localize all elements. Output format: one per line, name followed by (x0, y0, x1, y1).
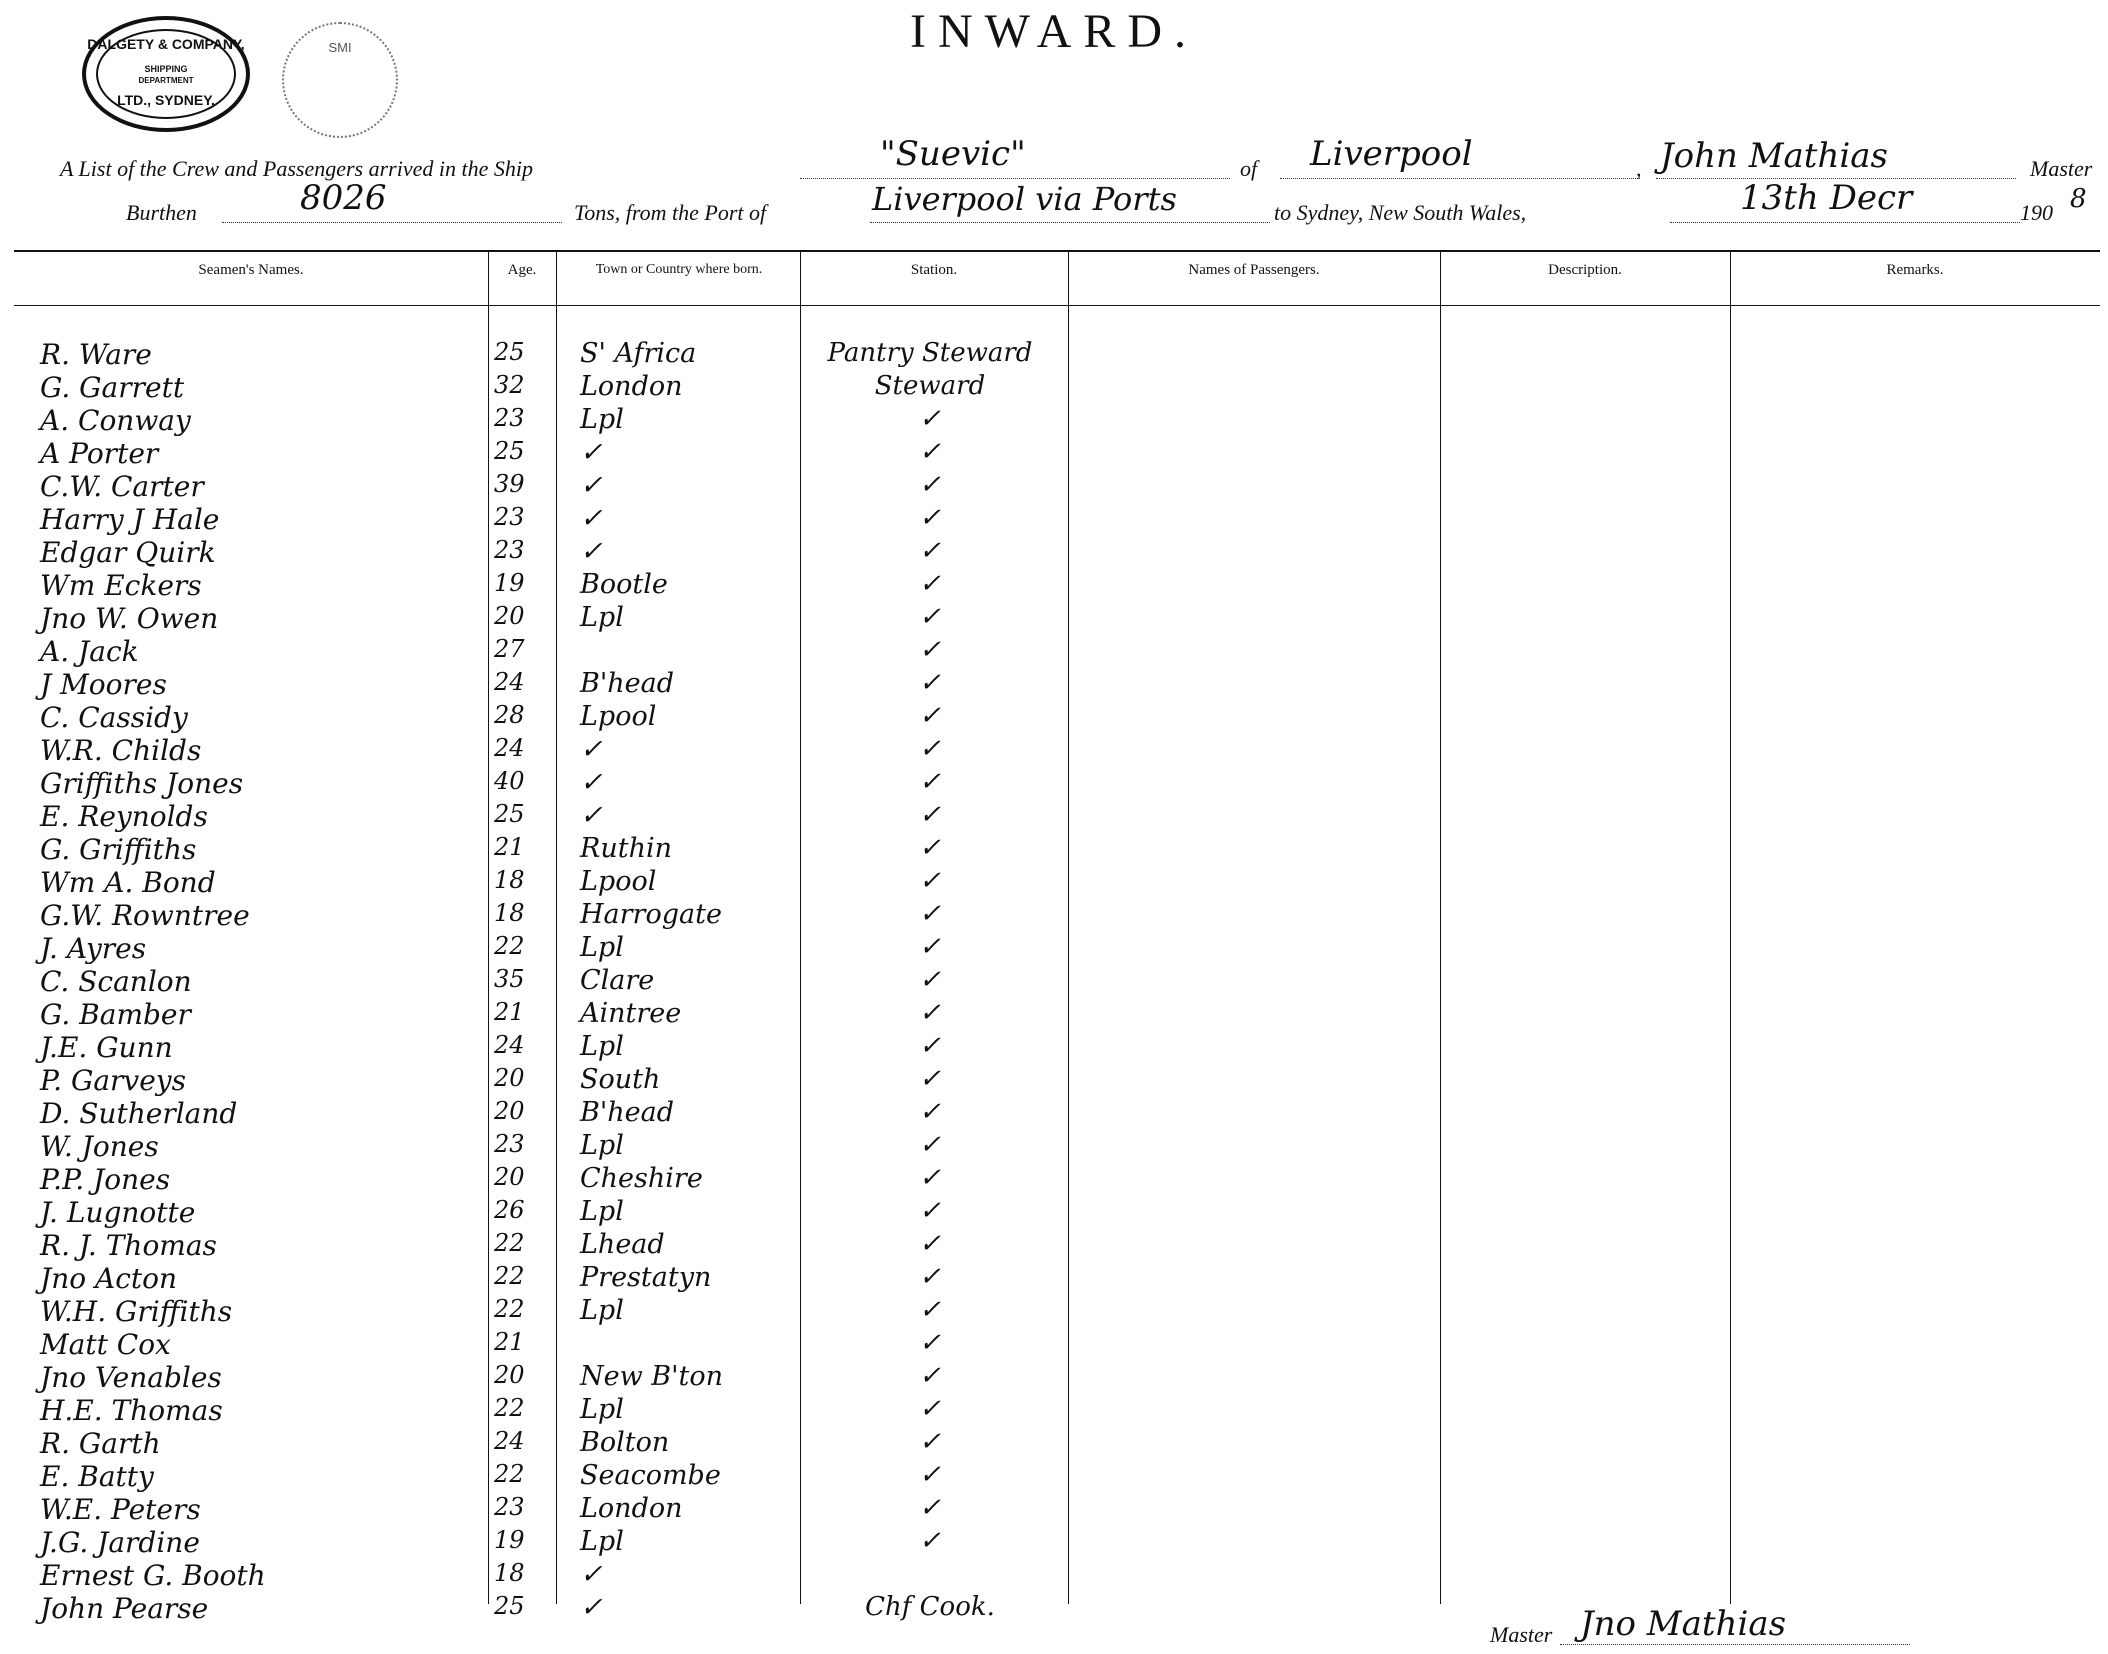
crew-name: Wm Eckers (40, 569, 202, 602)
crew-birthplace: South (580, 1064, 661, 1095)
crew-birthplace: Clare (580, 965, 655, 996)
crew-station: ✓ (919, 1361, 941, 1391)
crew-station: ✓ (919, 1031, 941, 1061)
crew-name: G. Bamber (40, 998, 191, 1031)
crew-name: Matt Cox (40, 1328, 171, 1361)
crew-row (0, 371, 2108, 404)
crew-station: ✓ (919, 800, 941, 830)
crew-station: ✓ (919, 701, 941, 731)
crew-station: ✓ (919, 602, 941, 632)
col-station: Station. (910, 262, 958, 278)
crew-age: 22 (494, 1262, 525, 1290)
crew-birthplace: ✓ (580, 503, 603, 534)
crew-birthplace: ✓ (580, 767, 603, 798)
crew-name: A. Conway (40, 404, 191, 437)
crew-station: Steward (874, 371, 986, 401)
year-prefix: 190 (2020, 200, 2053, 225)
crew-age: 19 (494, 1526, 525, 1554)
crew-age: 35 (494, 965, 525, 993)
burthen-value: 8026 (300, 178, 387, 218)
crew-row (0, 899, 2108, 932)
crew-name: E. Reynolds (40, 800, 208, 833)
stamp-line1: SHIPPING (144, 64, 188, 74)
crew-birthplace: Lpl (580, 1394, 624, 1425)
crew-birthplace: London (580, 1493, 683, 1524)
faded-seal-stamp: SMI (282, 22, 398, 138)
crew-birthplace: ✓ (580, 1559, 603, 1590)
crew-row (0, 602, 2108, 635)
crew-station: ✓ (919, 1295, 941, 1325)
crew-birthplace: ✓ (580, 536, 603, 567)
crew-name: J. Lugnotte (40, 1196, 196, 1229)
crew-birthplace: Seacombe (580, 1460, 721, 1491)
crew-birthplace: Lpl (580, 932, 624, 963)
arrival-date: 13th Decr (1740, 178, 1913, 218)
footer-master-label: Master (1490, 1622, 1553, 1647)
crew-name: W.R. Childs (40, 734, 202, 767)
ship-underline (800, 178, 1230, 179)
crew-station: ✓ (919, 1526, 941, 1556)
crew-name: P.P. Jones (40, 1163, 171, 1196)
crew-station: ✓ (919, 1163, 941, 1193)
crew-row (0, 932, 2108, 965)
crew-station: ✓ (919, 1394, 941, 1424)
crew-birthplace: B'head (580, 668, 675, 699)
crew-age: 20 (494, 1163, 525, 1191)
crew-station: ✓ (919, 503, 941, 533)
crew-row (0, 437, 2108, 470)
crew-name: E. Batty (40, 1460, 154, 1493)
crew-station: ✓ (919, 965, 941, 995)
stamp-company: DALGETY & COMPANY, (87, 36, 245, 52)
crew-name: G.W. Rowntree (40, 899, 250, 932)
from-port: Liverpool via Ports (872, 180, 1177, 218)
crew-name: J. Ayres (40, 932, 147, 965)
crew-row (0, 1559, 2108, 1592)
page-title: INWARD. (910, 5, 1198, 58)
crew-name: Jno Venables (40, 1361, 222, 1394)
crew-station: ✓ (919, 1196, 941, 1226)
crew-row (0, 1361, 2108, 1394)
crew-birthplace: Aintree (580, 998, 682, 1029)
crew-birthplace: Lpl (580, 602, 624, 633)
crew-row (0, 965, 2108, 998)
crew-birthplace: New B'ton (580, 1361, 724, 1392)
crew-age: 21 (494, 998, 525, 1026)
tons-from-label: Tons, from the Port of (574, 200, 767, 225)
crew-name: Jno W. Owen (40, 602, 219, 635)
crew-name: R. Ware (40, 338, 152, 371)
crew-age: 26 (494, 1196, 525, 1224)
crew-station: ✓ (919, 1097, 941, 1127)
crew-name: R. Garth (40, 1427, 161, 1460)
crew-age: 24 (494, 1427, 525, 1455)
crew-row (0, 635, 2108, 668)
to-sydney-label: to Sydney, New South Wales, (1274, 200, 1527, 225)
col-town: Town or Country where born. (595, 262, 763, 277)
burthen-underline (222, 222, 562, 223)
crew-birthplace: ✓ (580, 470, 603, 501)
crew-name: R. J. Thomas (40, 1229, 217, 1262)
col-remarks: Remarks. (1886, 262, 1944, 278)
ship-name: "Suevic" (880, 134, 1026, 174)
crew-age: 22 (494, 1460, 525, 1488)
crew-row (0, 1031, 2108, 1064)
crew-name: A Porter (40, 437, 159, 470)
crew-station: ✓ (919, 1229, 941, 1259)
crew-station: ✓ (919, 1064, 941, 1094)
col-passengers: Names of Passengers. (1188, 262, 1320, 278)
crew-row (0, 1229, 2108, 1262)
crew-age: 23 (494, 536, 525, 564)
crew-name: Wm A. Bond (40, 866, 216, 899)
crew-birthplace: Lpl (580, 1526, 624, 1557)
header-list-label: A List of the Crew and Passengers arrived in the Ship (60, 156, 533, 181)
master-name-header: John Mathias (1660, 136, 1888, 176)
crew-row (0, 569, 2108, 602)
crew-station: ✓ (919, 932, 941, 962)
crew-station: ✓ (919, 1460, 941, 1490)
crew-station: ✓ (919, 899, 941, 929)
crew-age: 25 (494, 800, 525, 828)
crew-age: 20 (494, 1361, 525, 1389)
crew-station: Chf Cook. (865, 1592, 995, 1622)
crew-name: J.G. Jardine (40, 1526, 200, 1559)
crew-row (0, 800, 2108, 833)
crew-row (0, 536, 2108, 569)
crew-age: 40 (494, 767, 525, 795)
crew-age: 20 (494, 1064, 525, 1092)
crew-name: C. Cassidy (40, 701, 188, 734)
crew-birthplace: Lpl (580, 1130, 624, 1161)
stamp-bottom: LTD., SYDNEY. (117, 92, 215, 108)
crew-age: 22 (494, 1229, 525, 1257)
crew-row (0, 1064, 2108, 1097)
crew-station: ✓ (919, 635, 941, 665)
crew-age: 19 (494, 569, 525, 597)
crew-row (0, 833, 2108, 866)
crew-birthplace: ✓ (580, 1592, 603, 1623)
crew-row (0, 866, 2108, 899)
crew-birthplace: Harrogate (580, 899, 722, 930)
crew-station: ✓ (919, 536, 941, 566)
crew-birthplace: S' Africa (580, 338, 697, 369)
date-underline (1670, 222, 2020, 223)
port-underline (1280, 178, 1640, 179)
crew-row (0, 1295, 2108, 1328)
crew-station: ✓ (919, 833, 941, 863)
crew-age: 22 (494, 1295, 525, 1323)
table-top-rule (14, 250, 2100, 252)
stamp-line2: DEPARTMENT (138, 76, 194, 85)
crew-birthplace: Lpl (580, 404, 624, 435)
crew-row (0, 1163, 2108, 1196)
crew-age: 22 (494, 932, 525, 960)
crew-birthplace: ✓ (580, 437, 603, 468)
crew-age: 18 (494, 899, 525, 927)
crew-station: ✓ (919, 1427, 941, 1457)
crew-row (0, 1493, 2108, 1526)
crew-name: W. Jones (40, 1130, 159, 1163)
crew-station: ✓ (919, 767, 941, 797)
crew-row (0, 1130, 2108, 1163)
burthen-label: Burthen (126, 200, 197, 225)
crew-station: ✓ (919, 1130, 941, 1160)
crew-name: Harry J Hale (40, 503, 220, 536)
crew-name: W.H. Griffiths (40, 1295, 233, 1328)
crew-name: Griffiths Jones (40, 767, 244, 800)
footer-signature-line (1560, 1644, 1910, 1645)
crew-row (0, 767, 2108, 800)
crew-station: ✓ (919, 470, 941, 500)
crew-age: 23 (494, 404, 525, 432)
crew-birthplace: Lpool (580, 866, 657, 897)
crew-row (0, 1262, 2108, 1295)
crew-row (0, 998, 2108, 1031)
crew-name: J Moores (40, 668, 167, 701)
crew-name: Jno Acton (40, 1262, 178, 1295)
crew-row (0, 1592, 2108, 1625)
crew-age: 28 (494, 701, 525, 729)
crew-row (0, 701, 2108, 734)
crew-age: 23 (494, 1493, 525, 1521)
crew-age: 25 (494, 338, 525, 366)
crew-row (0, 404, 2108, 437)
table-header-rule (14, 305, 2100, 306)
crew-birthplace: Lpool (580, 701, 657, 732)
crew-birthplace: Bolton (580, 1427, 670, 1458)
crew-birthplace: Lpl (580, 1031, 624, 1062)
crew-age: 39 (494, 470, 525, 498)
crew-birthplace: Ruthin (580, 833, 672, 864)
crew-birthplace: Lpl (580, 1295, 624, 1326)
crew-row (0, 1097, 2108, 1130)
crew-name: C.W. Carter (40, 470, 204, 503)
crew-row (0, 338, 2108, 371)
crew-row (0, 668, 2108, 701)
crew-row (0, 1460, 2108, 1493)
crew-age: 27 (494, 635, 525, 663)
crew-age: 22 (494, 1394, 525, 1422)
crew-birthplace: B'head (580, 1097, 675, 1128)
crew-age: 20 (494, 1097, 525, 1125)
crew-name: H.E. Thomas (40, 1394, 223, 1427)
crew-birthplace: Lhead (580, 1229, 665, 1260)
crew-row (0, 1196, 2108, 1229)
crew-age: 21 (494, 833, 525, 861)
crew-age: 25 (494, 437, 525, 465)
crew-station: ✓ (919, 1493, 941, 1523)
crew-name: P. Garveys (40, 1064, 186, 1097)
crew-station: ✓ (919, 1262, 941, 1292)
crew-age: 18 (494, 1559, 525, 1587)
crew-age: 24 (494, 734, 525, 762)
crew-station: ✓ (919, 668, 941, 698)
crew-age: 20 (494, 602, 525, 630)
crew-birthplace: Lpl (580, 1196, 624, 1227)
crew-birthplace: ✓ (580, 800, 603, 831)
crew-name: G. Garrett (40, 371, 185, 404)
crew-row (0, 1394, 2108, 1427)
crew-row (0, 734, 2108, 767)
crew-age: 18 (494, 866, 525, 894)
crew-birthplace: Prestatyn (580, 1262, 712, 1293)
crew-station: ✓ (919, 1328, 941, 1358)
crew-name: Edgar Quirk (40, 536, 216, 569)
crew-station: ✓ (919, 569, 941, 599)
crew-station: ✓ (919, 734, 941, 764)
comma: , (1636, 156, 1642, 181)
crew-name: John Pearse (40, 1592, 209, 1625)
master-label-header: Master (2030, 156, 2093, 181)
col-age: Age. (507, 262, 537, 278)
crew-row (0, 470, 2108, 503)
crew-age: 32 (494, 371, 525, 399)
crew-station: ✓ (919, 404, 941, 434)
crew-name: W.E. Peters (40, 1493, 201, 1526)
crew-row (0, 1427, 2108, 1460)
master-signature: Jno Mathias (1580, 1604, 1787, 1644)
crew-name: C. Scanlon (40, 965, 192, 998)
crew-name: A. Jack (40, 635, 139, 668)
crew-station: ✓ (919, 437, 941, 467)
from-port-underline (870, 222, 1270, 223)
crew-age: 23 (494, 1130, 525, 1158)
crew-birthplace: ✓ (580, 734, 603, 765)
of-label: of (1240, 156, 1258, 181)
col-description: Description. (1548, 262, 1622, 278)
crew-name: G. Griffiths (40, 833, 197, 866)
crew-age: 24 (494, 668, 525, 696)
crew-name: J.E. Gunn (40, 1031, 173, 1064)
crew-station: Pantry Steward (827, 338, 1033, 368)
crew-age: 24 (494, 1031, 525, 1059)
crew-name: Ernest G. Booth (40, 1559, 266, 1592)
crew-birthplace: Bootle (580, 569, 668, 600)
crew-station: ✓ (919, 866, 941, 896)
crew-name: D. Sutherland (40, 1097, 238, 1130)
crew-row (0, 503, 2108, 536)
crew-age: 25 (494, 1592, 525, 1620)
crew-age: 23 (494, 503, 525, 531)
crew-row (0, 1328, 2108, 1361)
crew-row (0, 1526, 2108, 1559)
crew-age: 21 (494, 1328, 525, 1356)
crew-station: ✓ (919, 998, 941, 1028)
port-of-registry: Liverpool (1310, 134, 1473, 174)
col-seamen-names: Seamen's Names. (198, 262, 304, 278)
year-suffix: 8 (2070, 184, 2087, 214)
crew-birthplace: London (580, 371, 683, 402)
crew-birthplace: Cheshire (580, 1163, 703, 1194)
